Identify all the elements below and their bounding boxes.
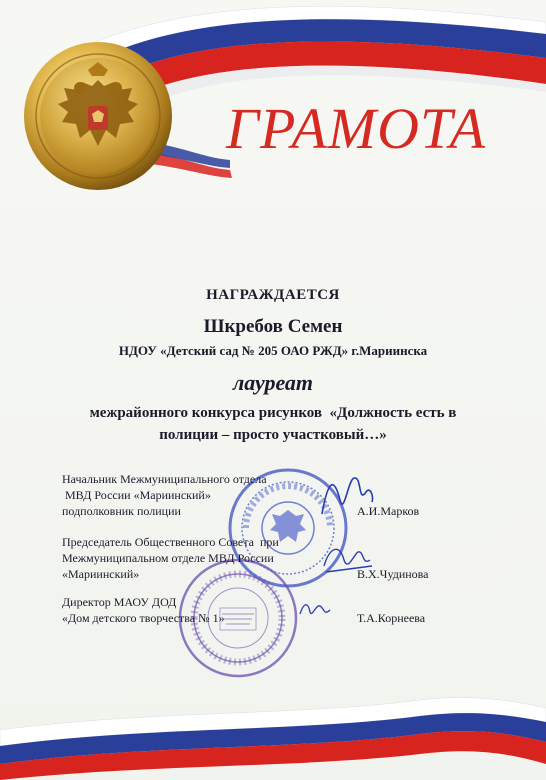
signatory-name: Т.А.Корнеева [357,611,426,625]
document-title: ГРАМОТА [226,96,486,161]
contest-line-2: полиции – просто участковый…» [159,427,387,443]
signature-role-line-2: «Дом детского творчества № 1» [62,611,225,625]
signature-role-line-3: «Мариинский» [62,567,140,581]
recipient-organization: НДОУ «Детский сад № 205 ОАО РЖД» г.Мариинска [118,343,428,358]
signature-role-line-2: МВД России «Мариинский» [62,488,211,502]
contest-description [0,402,546,446]
signature-role-line-3: подполковник полиции [62,504,181,518]
signature-block-school-director [62,594,426,626]
honor-title: лауреат [232,370,314,395]
signature-role-line-1: Председатель Общественного Совета при [62,535,279,549]
signature-block-council-chair [62,534,429,582]
signature-role-line-1: Начальник Межмуниципального отдела [62,472,267,486]
coat-of-arms-emblem [22,40,174,192]
flag-ribbon-bottom [0,660,546,780]
recipient-name: Шкребов Семен [203,316,343,337]
signature-role-line-1: Директор МАОУ ДОД [62,595,177,609]
signature-role-line-2: Межмуниципальном отделе МВД России [62,551,274,565]
contest-line-1: межрайонного конкурса рисунков «Должность есть в [89,405,457,421]
award-label: НАГРАЖДАЕТСЯ [206,287,340,303]
signature-block-police-chief [62,471,420,519]
signatory-name: А.И.Марков [357,504,420,518]
signatory-name: В.Х.Чудинова [357,567,429,581]
